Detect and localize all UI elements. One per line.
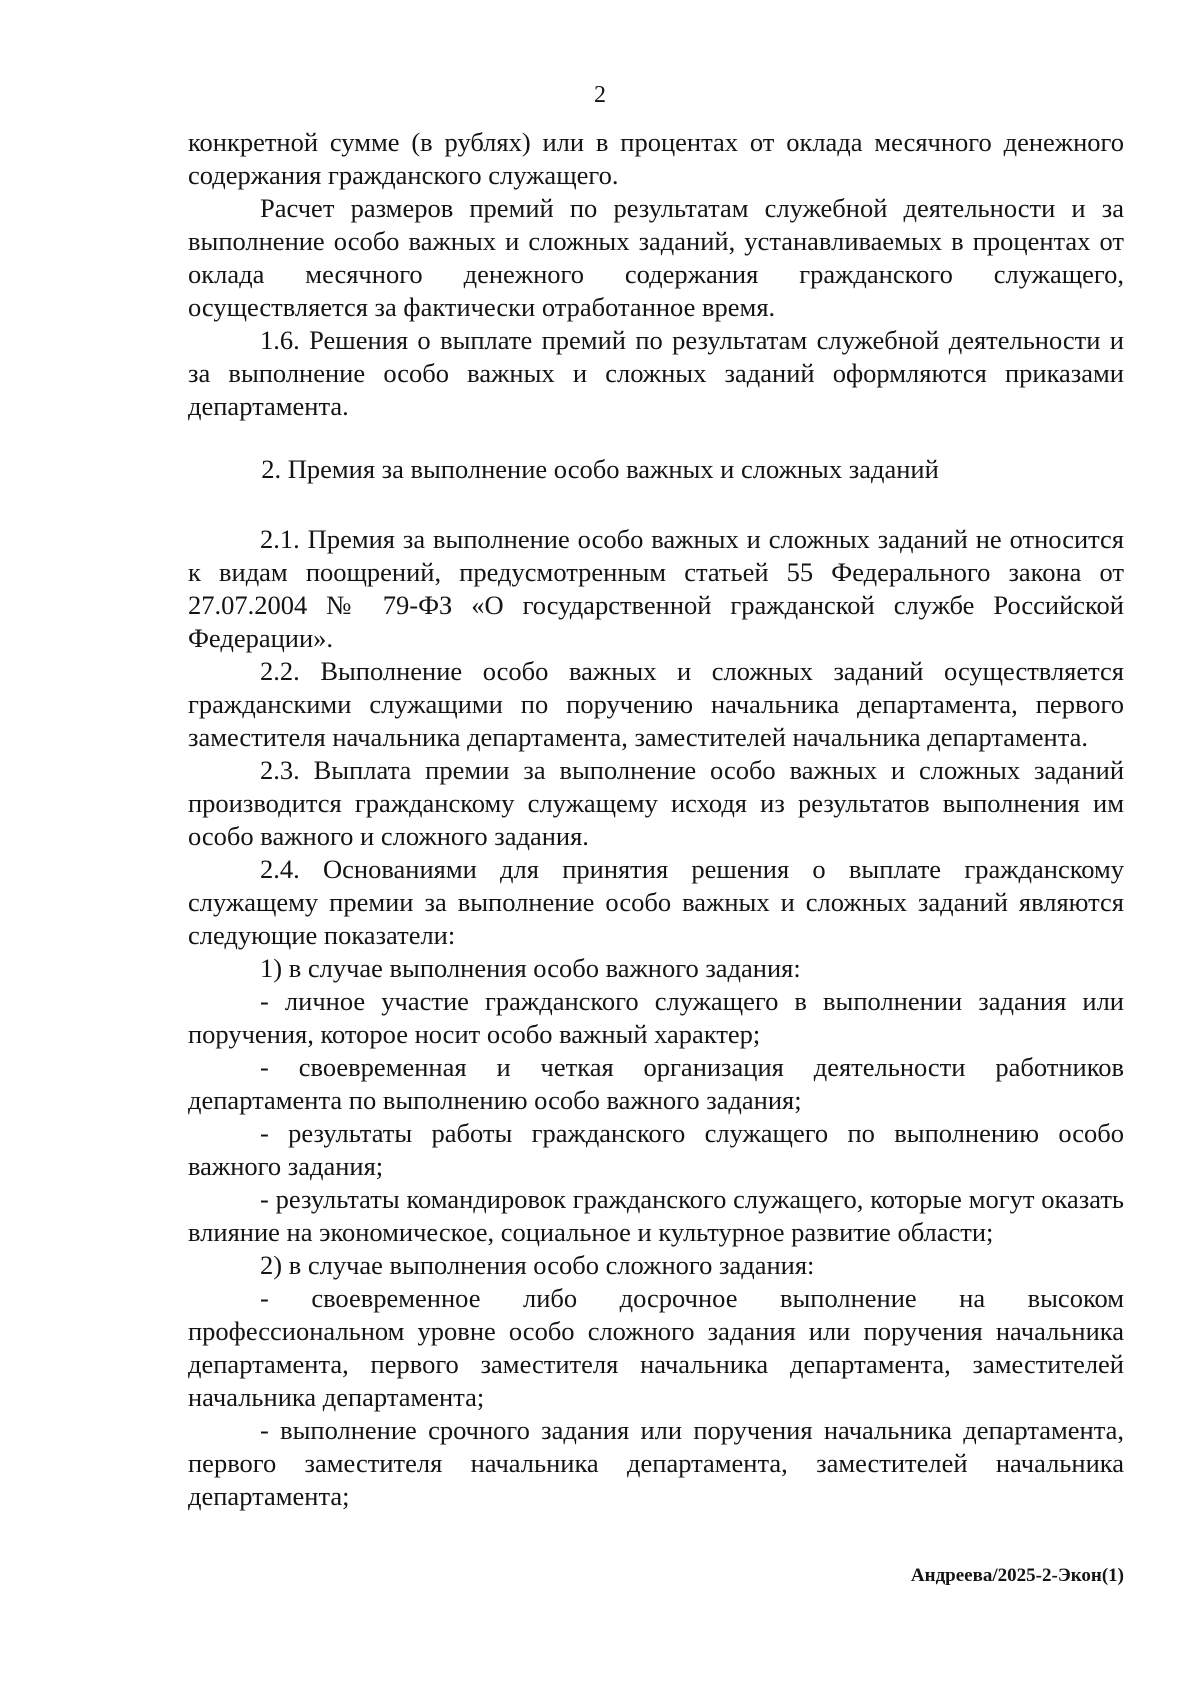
list-item: - выполнение срочного задания или поручения начальника департамента, первого заместителя начальника департамента, заместителей начальника департамента; (188, 1415, 1124, 1511)
paragraph-premium-calculation: Расчет размеров премий по результатам служебной деятельности и за выполнение особо важных и сложных заданий, устанавливаемых в процентах от оклада месячного денежного содержания гражданского служащего, осуществляется за фактически отработанное время. (188, 193, 1124, 322)
list-item: - личное участие гражданского служащего в выполнении задания или поручения, которое носит особо важный характер; (188, 986, 1124, 1049)
paragraph-2-1: 2.1. Премия за выполнение особо важных и сложных заданий не относится к видам поощрений, предусмотренным статьей 55 Федерального закона от 27.07.2004 № 79-ФЗ «О государственной гражданской службе Российской Федерации». (188, 524, 1124, 653)
paragraph-1-6: 1.6. Решения о выплате премий по результатам служебной деятельности и за выполнение особо важных и сложных заданий оформляются приказами департамента. (188, 325, 1124, 421)
paragraph-2-3: 2.3. Выплата премии за выполнение особо важных и сложных заданий производится гражданскому служащему исходя из результатов выполнения им особо важного и сложного задания. (188, 755, 1124, 851)
list-heading-important-task: 1) в случае выполнения особо важного задания: (260, 953, 801, 983)
list-heading-complex-task: 2) в случае выполнения особо сложного задания: (260, 1250, 815, 1280)
section-heading: 2. Премия за выполнение особо важных и сложных заданий (261, 454, 939, 484)
list-item: - результаты работы гражданского служащего по выполнению особо важного задания; (188, 1118, 1124, 1181)
page-number: 2 (594, 82, 606, 108)
paragraph-continuation: конкретной сумме (в рублях) или в процентах от оклада месячного денежного содержания гражданского служащего. (188, 127, 1124, 190)
list-item: - своевременное либо досрочное выполнение на высоком профессиональном уровне особо сложного задания или поручения начальника департамента, первого заместителя начальника департамента, заместителей начальника департамента; (188, 1283, 1124, 1412)
list-item: - своевременная и четкая организация деятельности работников департамента по выполнению особо важного задания; (188, 1052, 1124, 1115)
intro-text-block (188, 126, 1124, 423)
section-2-text-block (188, 523, 1124, 1513)
document-code: Андреева/2025-2-Экон(1) (910, 1565, 1124, 1586)
list-item: - результаты командировок гражданского служащего, которые могут оказать влияние на экономическое, социальное и культурное развитие области; (188, 1184, 1124, 1247)
paragraph-2-2: 2.2. Выполнение особо важных и сложных заданий осуществляется гражданскими служащими по поручению начальника департамента, первого заместителя начальника департамента, заместителей начальника департамента. (188, 656, 1124, 752)
paragraph-2-4: 2.4. Основаниями для принятия решения о выплате гражданскому служащему премии за выполнение особо важных и сложных заданий являются следующие показатели: (188, 854, 1124, 950)
